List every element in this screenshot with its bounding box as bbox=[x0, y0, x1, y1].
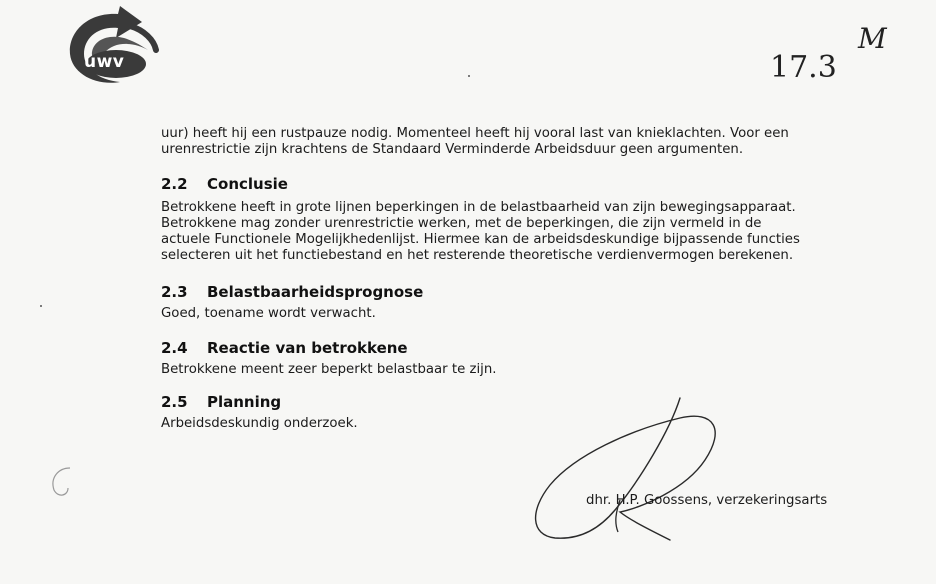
section-number: 2.3 bbox=[161, 283, 188, 301]
intro-paragraph bbox=[161, 126, 861, 158]
section-body-prognose bbox=[161, 306, 861, 322]
signer-name: dhr. H.P. Goossens, verzekeringsarts bbox=[586, 493, 828, 508]
body-line: selecteren uit het functiebestand en het resterende theoretische verdienvermogen berekenen. bbox=[161, 248, 794, 263]
section-heading-reactie bbox=[161, 339, 408, 357]
body-line: Betrokkene heeft in grote lijnen beperkingen in de belastbaarheid van zijn bewegingsapparaat. bbox=[161, 200, 796, 215]
handwritten-signature bbox=[520, 390, 750, 550]
intro-line-2: urenrestrictie zijn krachtens de Standaard Verminderde Arbeidsduur geen argumenten. bbox=[161, 142, 744, 157]
section-heading-belastbaarheidsprognose bbox=[161, 283, 423, 301]
section-number: 2.2 bbox=[161, 175, 188, 193]
handwritten-page-number: 17.3 bbox=[770, 50, 837, 85]
handwritten-initial: M bbox=[858, 22, 887, 55]
intro-line-1: uur) heeft hij een rustpauze nodig. Momenteel heeft hij vooral last van knieklachten. Voor een bbox=[161, 126, 789, 141]
section-title: Planning bbox=[207, 393, 282, 411]
body-line: Betrokkene mag zonder urenrestrictie werken, met de beperkingen, die zijn vermeld in de bbox=[161, 216, 762, 231]
section-title: Conclusie bbox=[207, 175, 288, 193]
logo-swoosh-icon bbox=[58, 4, 168, 88]
section-number: 2.4 bbox=[161, 339, 188, 357]
section-body-conclusie bbox=[161, 200, 861, 264]
section-title: Reactie van betrokkene bbox=[207, 339, 408, 357]
section-heading-conclusie bbox=[161, 175, 288, 193]
scan-speck bbox=[468, 75, 470, 77]
logo-text: uwv bbox=[84, 52, 125, 72]
margin-mark bbox=[46, 462, 86, 502]
body-line: Goed, toename wordt verwacht. bbox=[161, 306, 376, 321]
body-line: actuele Functionele Mogelijkhedenlijst. Hiermee kan de arbeidsdeskundige bijpassende functies bbox=[161, 232, 800, 247]
section-body-planning bbox=[161, 416, 861, 432]
section-number: 2.5 bbox=[161, 393, 188, 411]
body-line: Arbeidsdeskundig onderzoek. bbox=[161, 416, 358, 431]
uwv-logo bbox=[58, 4, 168, 88]
section-heading-planning bbox=[161, 393, 281, 411]
body-line: Betrokkene meent zeer beperkt belastbaar te zijn. bbox=[161, 362, 497, 377]
section-body-reactie bbox=[161, 362, 861, 378]
section-title: Belastbaarheidsprognose bbox=[207, 283, 424, 301]
scan-speck bbox=[40, 305, 42, 307]
